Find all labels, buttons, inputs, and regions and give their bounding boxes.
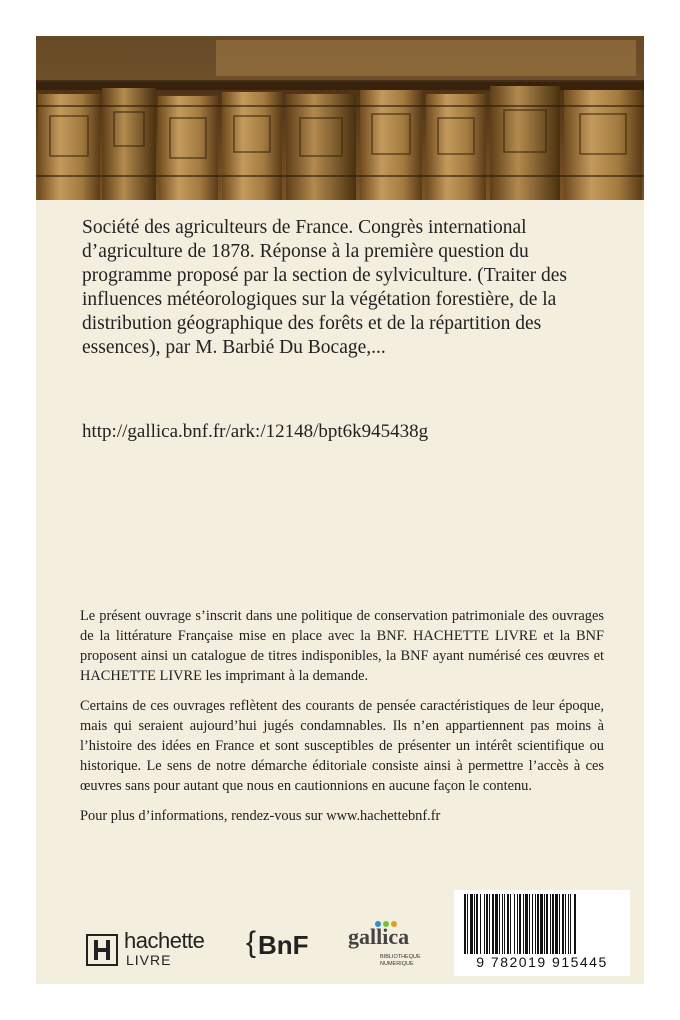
- gallica-logo: [344, 920, 424, 980]
- bnf-brace-icon: {: [246, 926, 257, 959]
- book-title: Société des agriculteurs de France. Congrès international d’agriculture de 1878. Réponse à la première question du programme proposé par la section de sylviculture. (Traiter des influences météorologiques sur la végétation forestière, de la distribution géographique des forêts et de la répartition des essences), par M. Barbié Du Bocage,...: [82, 217, 568, 358]
- book-back-cover: [36, 36, 644, 984]
- gallica-word: gallica: [348, 924, 410, 949]
- isbn-barcode: [454, 890, 630, 976]
- hachette-livre-logo: [86, 930, 221, 970]
- bnf-text: BnF: [258, 930, 309, 960]
- hachette-name: hachette: [124, 928, 205, 953]
- publisher-statement: [80, 606, 604, 836]
- book-spines-banner-image: [36, 36, 644, 200]
- gallica-url: http://gallica.bnf.fr/ark:/12148/bpt6k945438g: [82, 421, 429, 442]
- bnf-logo: [246, 926, 324, 970]
- paragraph-disclaimer: Certains de ces ouvrages reflètent des courants de pensée caractéristiques de leur époque, mais qui seraient aujourd’hui jugés condamnables. Ils n’en appartiennent pas moins à l’histoire des idées en France et sont susceptibles de présenter un intérêt scientifique ou historique. Le sens de notre démarche éditoriale consiste ainsi à permettre l’accès à ces œuvres sans pour autant que nous en cautionnions en aucune façon le contenu.: [80, 698, 604, 794]
- paragraph-more-info: Pour plus d’informations, rendez-vous sur www.hachettebnf.fr: [80, 808, 441, 824]
- hachette-h-icon: [86, 934, 118, 966]
- barcode-bars: [462, 894, 622, 958]
- isbn-digits: 9 782019 915445: [476, 954, 608, 970]
- gallica-sub-numerique: NUMERIQUE: [380, 961, 414, 967]
- gallica-sub-bibliotheque: BIBLIOTHEQUE: [380, 954, 421, 960]
- hachette-sub: LIVRE: [126, 952, 172, 968]
- paragraph-conservation: Le présent ouvrage s’inscrit dans une politique de conservation patrimoniale des ouvrages de la littérature Française mise en place avec la BNF. HACHETTE LIVRE et la BNF proposent ainsi un catalogue de titres indisponibles, la BNF ayant numérisé ces œuvres et HACHETTE LIVRE les imprimant à la demande.: [80, 608, 604, 684]
